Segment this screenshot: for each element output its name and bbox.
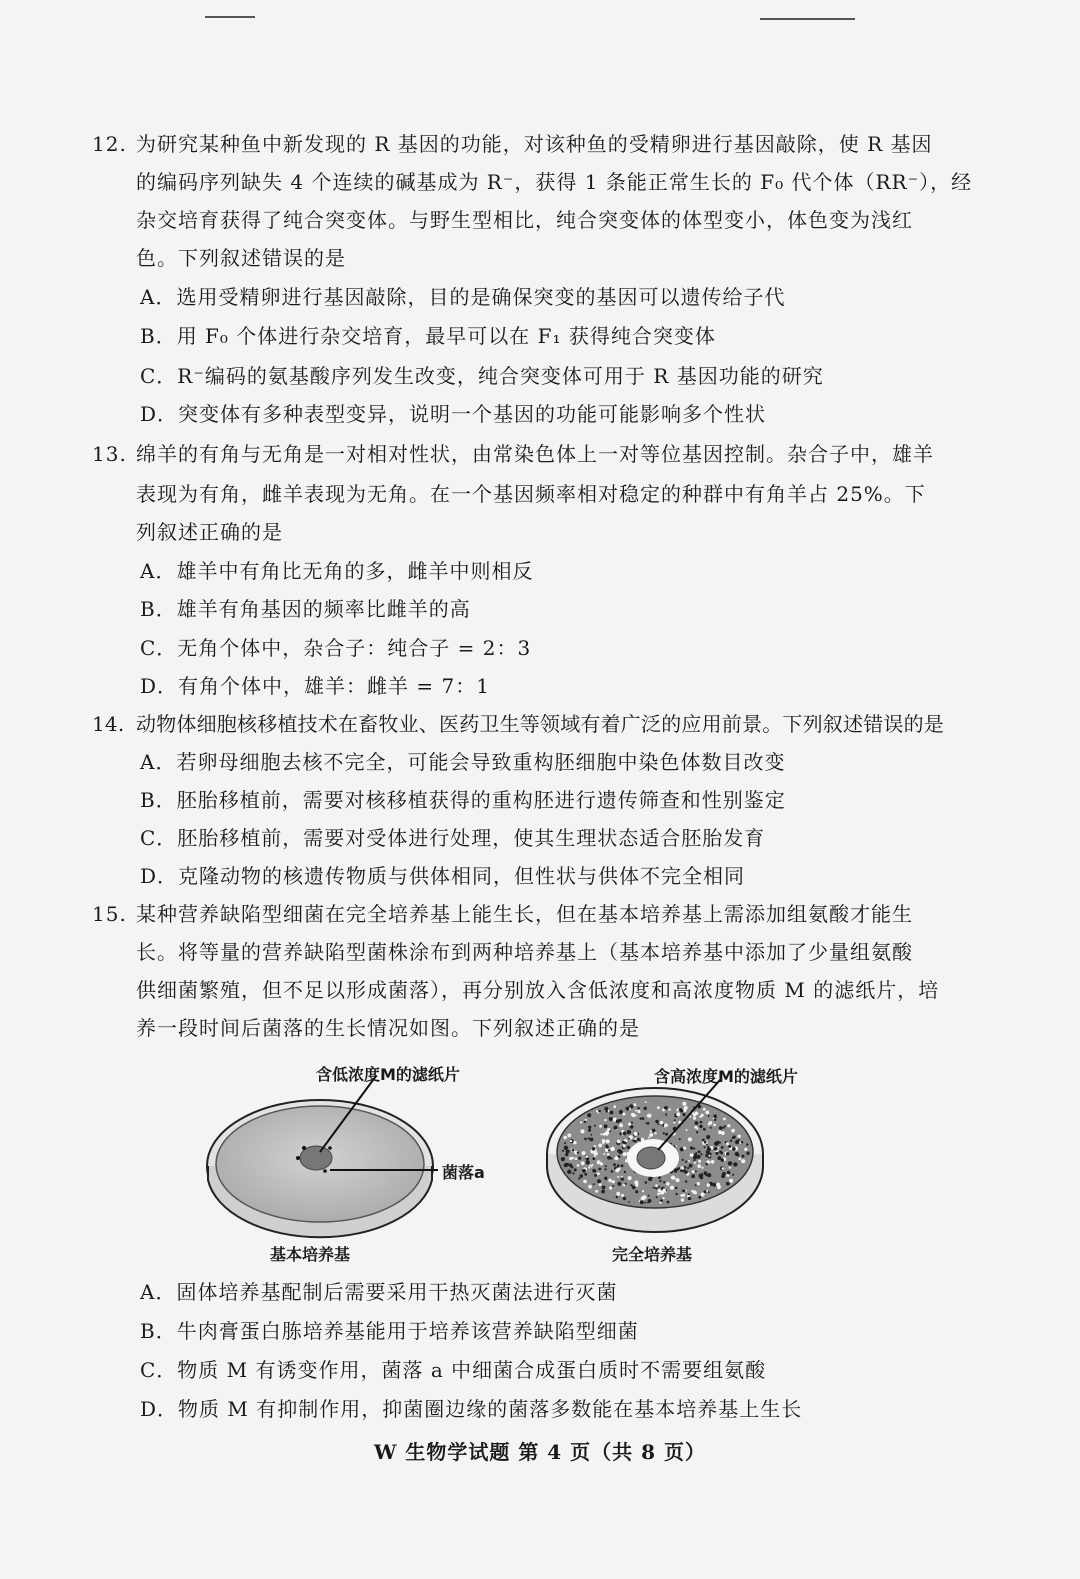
- option-c: C．R⁻编码的氨基酸序列发生改变，纯合突变体可用于 R 基因功能的研究: [140, 364, 824, 388]
- question-text-line: 为研究某种鱼中新发现的 R 基因的功能，对该种鱼的受精卵进行基因敲除，使 R 基因: [136, 132, 933, 156]
- question-text-line: 供细菌繁殖，但不足以形成菌落），再分别放入含低浓度和高浓度物质 M 的滤纸片，培: [136, 978, 940, 1002]
- question-text-line: 列叙述正确的是: [136, 520, 283, 544]
- question-number: 14.: [92, 712, 125, 736]
- question-number: 15.: [92, 902, 127, 926]
- option-c: C．胚胎移植前，需要对受体进行处理，使其生理状态适合胚胎发育: [140, 826, 766, 850]
- question-text-line: 杂交培育获得了纯合突变体。与野生型相比，纯合突变体的体型变小，体色变为浅红: [136, 208, 913, 232]
- low-concentration-disk-label: 含低浓度M的滤纸片: [316, 1065, 460, 1084]
- option-b: B．胚胎移植前，需要对核移植获得的重构胚进行遗传筛查和性别鉴定: [140, 788, 786, 812]
- option-b: B．雄羊有角基因的频率比雌羊的高: [140, 597, 471, 621]
- question-text-line: 长。将等量的营养缺陷型菌株涂布到两种培养基上（基本培养基中添加了少量组氨酸: [136, 940, 913, 964]
- option-d: D．突变体有多种表型变异，说明一个基因的功能可能影响多个性状: [140, 402, 767, 426]
- petri-dish-figure: [180, 1054, 880, 1274]
- option-a: A．固体培养基配制后需要采用干热灭菌法进行灭菌: [140, 1280, 618, 1304]
- option-a: A．选用受精卵进行基因敲除，目的是确保突变的基因可以遗传给子代: [140, 285, 786, 309]
- question-text-line: 某种营养缺陷型细菌在完全培养基上能生长，但在基本培养基上需添加组氨酸才能生: [136, 902, 913, 926]
- right-petri-dish: [547, 1080, 763, 1232]
- option-d: D．物质 M 有抑制作用，抑菌圈边缘的菌落多数能在基本培养基上生长: [140, 1397, 803, 1421]
- high-concentration-disk-label: 含高浓度M的滤纸片: [654, 1067, 798, 1086]
- page-footer: W 生物学试题 第 4 页（共 8 页）: [373, 1440, 707, 1464]
- option-a: A．若卵母细胞去核不完全，可能会导致重构胚细胞中染色体数目改变: [140, 750, 786, 774]
- complete-medium-label: 完全培养基: [612, 1245, 693, 1264]
- colony-a-label: 菌落a: [442, 1163, 485, 1182]
- question-text-line: 动物体细胞核移植技术在畜牧业、医药卫生等领域有着广泛的应用前景。下列叙述错误的是: [136, 712, 944, 736]
- option-d: D．有角个体中，雄羊：雌羊 = 7：1: [140, 674, 490, 698]
- basic-medium-label: 基本培养基: [270, 1245, 351, 1264]
- petri-dish-drawing: [180, 1054, 880, 1274]
- question-number: 13.: [92, 442, 127, 466]
- option-d: D．克隆动物的核遗传物质与供体相同，但性状与供体不完全相同: [140, 864, 746, 888]
- question-text-line: 绵羊的有角与无角是一对相对性状，由常染色体上一对等位基因控制。杂合子中，雄羊: [136, 442, 934, 466]
- option-a: A．雄羊中有角比无角的多，雌羊中则相反: [140, 559, 534, 583]
- question-text-line: 色。下列叙述错误的是: [136, 246, 346, 270]
- option-b: B．用 F₀ 个体进行杂交培育，最早可以在 F₁ 获得纯合突变体: [140, 324, 716, 348]
- option-c: C．无角个体中，杂合子：纯合子 = 2：3: [140, 636, 532, 660]
- question-text-line: 的编码序列缺失 4 个连续的碱基成为 R⁻，获得 1 条能正常生长的 F₀ 代个体（RR⁻），经: [136, 170, 973, 194]
- option-c: C．物质 M 有诱变作用，菌落 a 中细菌合成蛋白质时不需要组氨酸: [140, 1358, 767, 1382]
- question-text-line: 表现为有角，雌羊表现为无角。在一个基因频率相对稳定的种群中有角羊占 25%。下: [136, 482, 926, 506]
- question-text-line: 养一段时间后菌落的生长情况如图。下列叙述正确的是: [136, 1016, 640, 1040]
- option-b: B．牛肉膏蛋白胨培养基能用于培养该营养缺陷型细菌: [140, 1319, 639, 1343]
- left-petri-dish: [207, 1076, 438, 1237]
- question-number: 12.: [92, 132, 127, 156]
